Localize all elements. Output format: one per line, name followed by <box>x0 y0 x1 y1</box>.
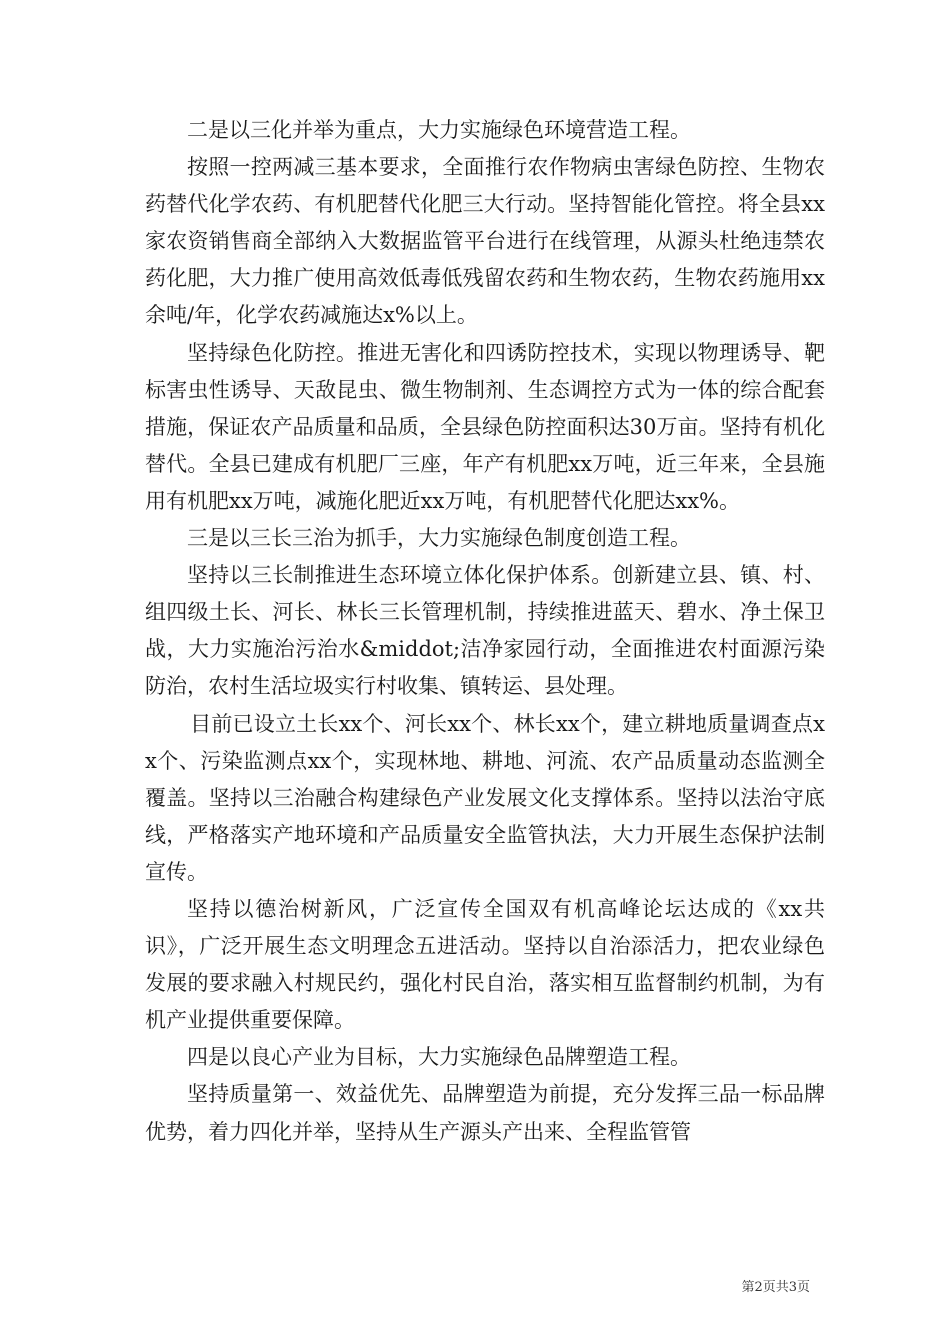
paragraph: 按照一控两减三基本要求，全面推行农作物病虫害绿色防控、生物农药替代化学农药、有机肥替代化肥三大行动。坚持智能化管控。将全县xx家农资销售商全部纳入大数据监管平台进行在线管理，从源头杜绝违禁农药化肥，大力推广使用高效低毒低残留农药和生物农药，生物农药施用xx余吨/年，化学农药减施达x%以上。 <box>145 155 825 328</box>
paragraph: 坚持质量第一、效益优先、品牌塑造为前提，充分发挥三品一标品牌优势，着力四化并举，坚持从生产源头产出来、全程监管管 <box>145 1082 825 1144</box>
document-body <box>145 112 825 1151</box>
paragraph: 四是以良心产业为目标，大力实施绿色品牌塑造工程。 <box>187 1045 691 1070</box>
paragraph: 三是以三长三治为抓手，大力实施绿色制度创造工程。 <box>187 526 691 551</box>
paragraph: 坚持以三长制推进生态环境立体化保护体系。创新建立县、镇、村、组四级土长、河长、林长三长管理机制，持续推进蓝天、碧水、净土保卫战，大力实施治污治水&middot;洁净家园行动，全面推进农村面源污染防治，农村生活垃圾实行村收集、镇转运、县处理。 <box>145 563 825 699</box>
page-number-footer: 第2页共3页 <box>741 1280 810 1295</box>
paragraph: 坚持绿色化防控。推进无害化和四诱防控技术，实现以物理诱导、靶标害虫性诱导、天敌昆虫、微生物制剂、生态调控方式为一体的综合配套措施，保证农产品质量和品质，全县绿色防控面积达30万亩。坚持有机化替代。全县已建成有机肥厂三座，年产有机肥xx万吨，近三年来，全县施用有机肥xx万吨，减施化肥近xx万吨，有机肥替代化肥达xx%。 <box>145 340 825 513</box>
paragraph: 坚持以德治树新风，广泛宣传全国双有机高峰论坛达成的《xx共识》，广泛开展生态文明理念五进活动。坚持以自治添活力，把农业绿色发展的要求融入村规民约，强化村民自治，落实相互监督制约机制，为有机产业提供重要保障。 <box>145 896 825 1033</box>
paragraph: 目前已设立土长xx个、河长xx个、林长xx个，建立耕地质量调查点xx个、污染监测点xx个，实现林地、耕地、河流、农产品质量动态监测全覆盖。坚持以三治融合构建绿色产业发展文化支撑体系。坚持以法治守底线，严格落实产地环境和产品质量安全监管执法，大力开展生态保护法制宣传。 <box>145 711 825 884</box>
paragraph: 二是以三化并举为重点，大力实施绿色环境营造工程。 <box>187 118 691 142</box>
